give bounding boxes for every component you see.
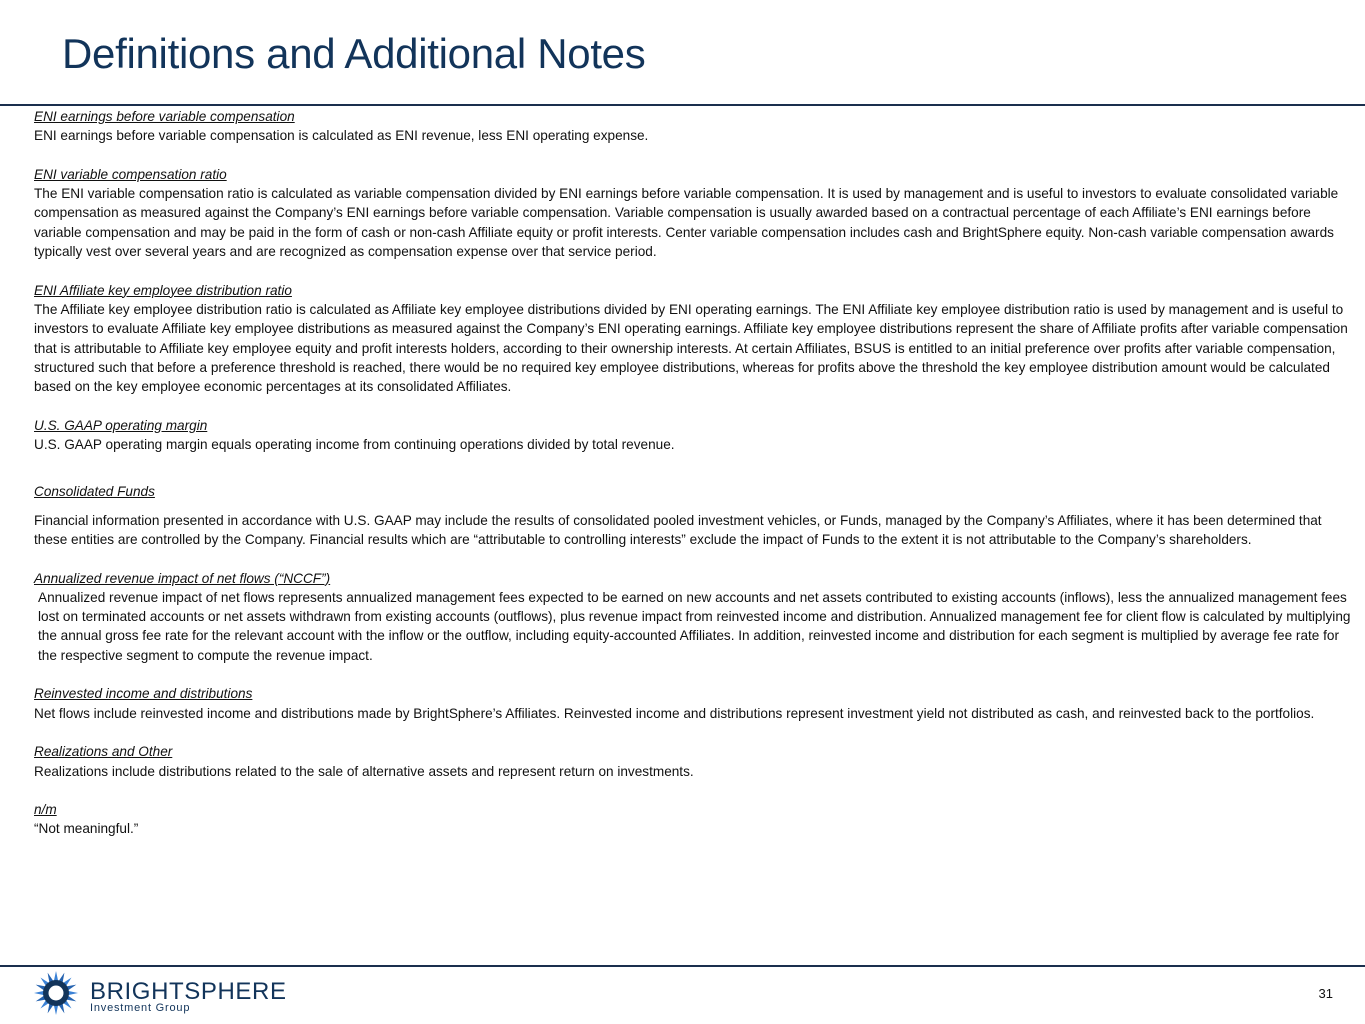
definition-body: The Affiliate key employee distribution ratio is calculated as Affiliate key employee distributions divided by ENI operating earnings. The ENI Affiliate key employee distribution ratio is used by management and is useful to investors to evaluate Affiliate key employee distributions as measured against the Company’s ENI operating earnings. Affiliate key employee distributions represent the share of Affiliate profits after variable compensation that is attributable to Affiliate key employee equity and profit interests holders, according to their ownership interests. At certain Affiliates, BSUS is entitled to an initial preference over profits after variable compensation, structured such that before a preference threshold is reached, there would be no required key employee distributions, whereas for profits above the threshold the key employee distribution amount would be calculated based on the key employee economic percentages at its consolidated Affiliates. — [34, 301, 1348, 395]
definition-body: Financial information presented in accordance with U.S. GAAP may include the results of consolidated pooled investment vehicles, or Funds, managed by the Company’s Affiliates, where it has been determined that these entities are controlled by the Company. Financial results which are “attributable to controlling interests” exclude the impact of Funds to the extent it is not attributable to the Company’s shareholders. — [34, 512, 1322, 547]
brand-subtitle: Investment Group — [90, 1002, 191, 1014]
definition-heading: Realizations and Other — [34, 744, 173, 760]
definition-eni-earnings — [34, 107, 1356, 146]
definition-heading: n/m — [34, 802, 57, 818]
page-title: Definitions and Additional Notes — [62, 30, 646, 77]
definition-heading: Annualized revenue impact of net flows (“NCCF”) — [34, 570, 331, 586]
definition-body: Net flows include reinvested income and distributions made by BrightSphere’s Affiliates. Reinvested income and distributions represent investment yield not distributed as cash, and reinvested back to the portfolios. — [34, 705, 1315, 721]
definition-realizations — [34, 742, 1356, 781]
definition-nccf — [34, 569, 1356, 665]
definition-heading: Reinvested income and distributions — [34, 686, 253, 702]
page-number: 31 — [1318, 986, 1333, 1001]
sunburst-logo-icon — [34, 970, 78, 1016]
definition-heading: U.S. GAAP operating margin — [34, 417, 208, 433]
definition-body: Annualized revenue impact of net flows represents annualized management fees expected to be earned on new accounts and net assets contributed to existing accounts (inflows), less the annualized management fees lost on terminated accounts or net assets withdrawn from existing accounts (outflows), plus revenue impact from reinvested income and distribution. Annualized management fee for client flow is calculated by multiplying the annual gross fee rate for the relevant account with the inflow or the outflow, including equity-accounted Affiliates. In addition, reinvested income and distribution for each segment is multiplied by average fee rate for the respective segment to compute the revenue impact. — [38, 589, 1351, 663]
definition-key-employee-ratio — [34, 281, 1356, 397]
footer-divider — [0, 965, 1365, 967]
definition-body: Realizations include distributions related to the sale of alternative assets and represent return on investments. — [34, 763, 694, 779]
definition-variable-comp-ratio — [34, 165, 1356, 261]
definition-heading: ENI variable compensation ratio — [34, 166, 227, 182]
definition-body: ENI earnings before variable compensation is calculated as ENI revenue, less ENI operating expense. — [34, 128, 649, 144]
brand-name: BRIGHTSPHERE — [90, 978, 287, 1005]
definition-heading: ENI Affiliate key employee distribution ratio — [34, 282, 292, 298]
definition-heading: ENI earnings before variable compensation — [34, 109, 295, 124]
definition-consolidated-funds — [34, 482, 1356, 549]
definition-body: U.S. GAAP operating margin equals operating income from continuing operations divided by total revenue. — [34, 437, 675, 453]
definition-heading: Consolidated Funds — [34, 484, 155, 500]
definitions-list — [34, 107, 1356, 839]
definition-gaap-operating-margin — [34, 416, 1356, 455]
definition-not-meaningful — [34, 800, 1356, 839]
definition-reinvested-income — [34, 684, 1356, 723]
title-divider — [0, 104, 1365, 106]
definition-body: “Not meaningful.” — [34, 821, 139, 837]
definition-body: The ENI variable compensation ratio is calculated as variable compensation divided by ENI earnings before variable compensation. It is used by management and is useful to investors to evaluate consolidated variable compensation as measured against the Company’s ENI earnings before variable compensation. Variable compensation is usually awarded based on a contractual percentage of each Affiliate’s ENI earnings before variable compensation and may be paid in the form of cash or non-cash Affiliate equity or profit interests. Center variable compensation includes cash and BrightSphere equity. Non-cash variable compensation awards typically vest over several years and are recognized as compensation expense over that service period. — [34, 186, 1339, 260]
